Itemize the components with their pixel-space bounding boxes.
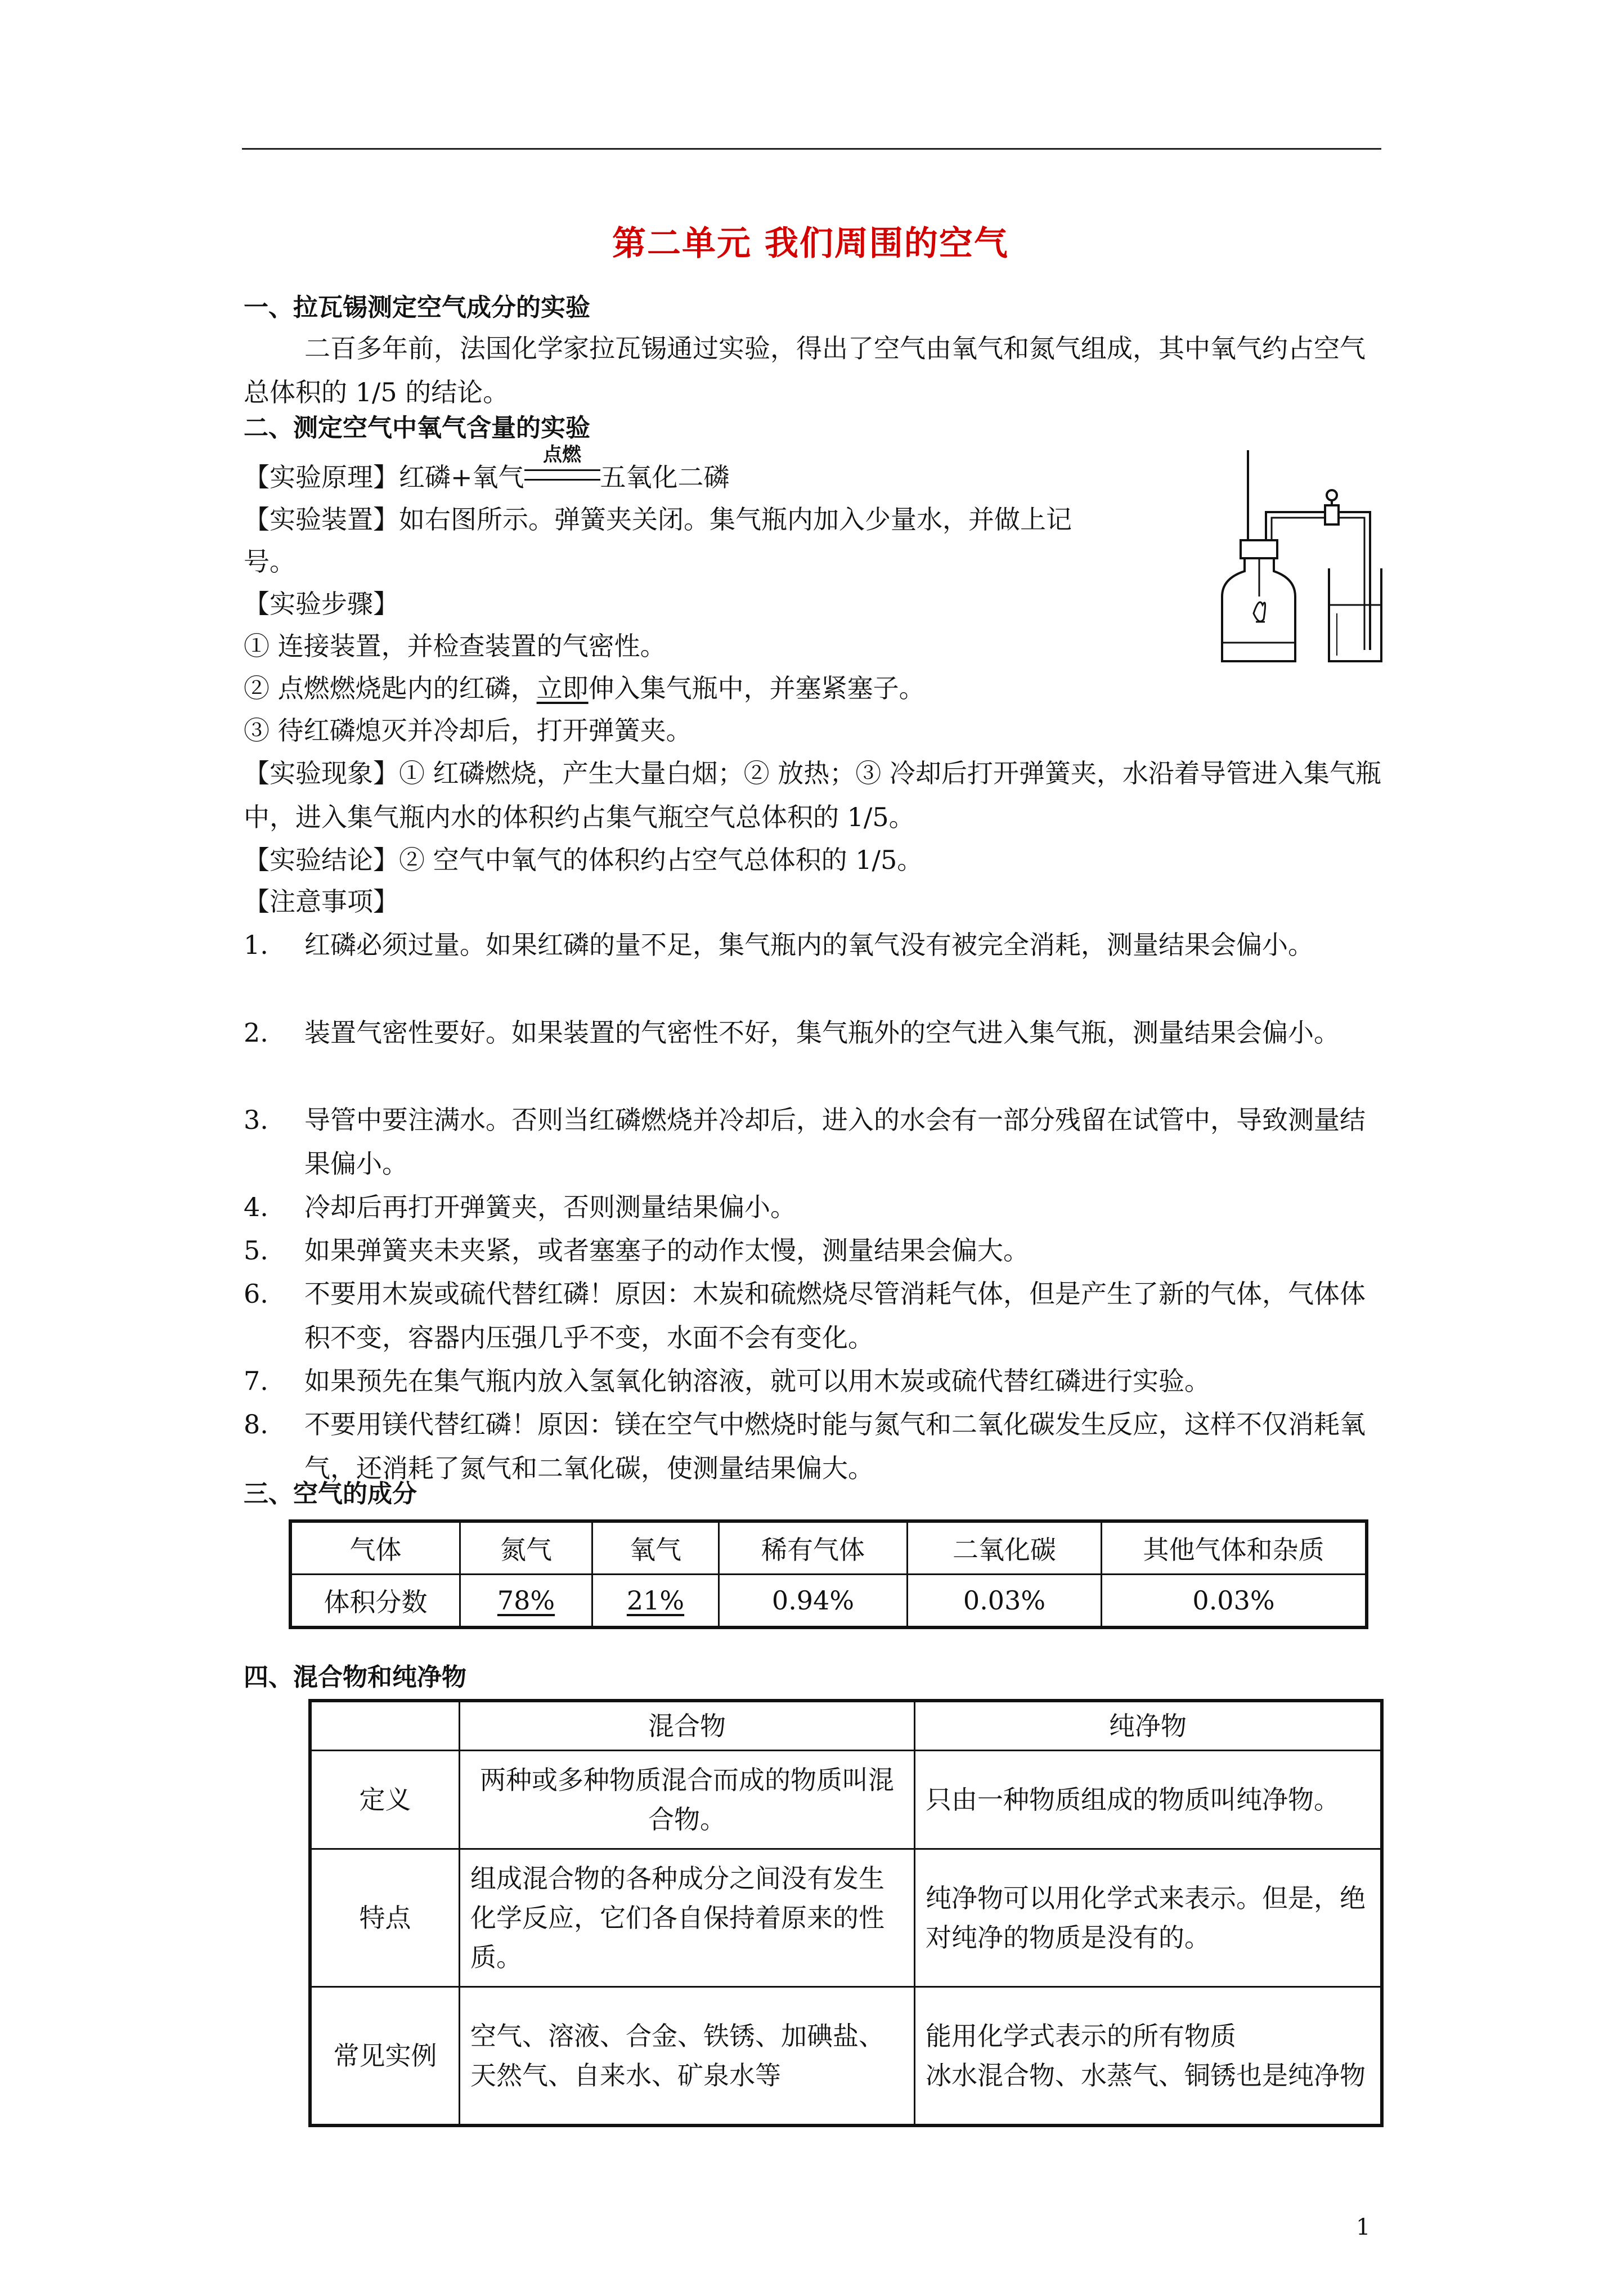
section-2-heading: 二、测定空气中氧气含量的实验 [244,414,590,442]
note-item [244,923,1386,967]
note-text: 红磷必须过量。如果红磷的量不足，集气瓶内的氧气没有被完全消耗，测量结果会偏小。 [304,930,1314,960]
table-cell: 纯净物 [915,1701,1382,1751]
table-row [290,1575,1367,1628]
notes-heading: 【注意事项】 [244,886,399,917]
table-cell: 纯净物可以用化学式来表示。但是，绝对纯净的物质是没有的。 [915,1849,1382,1987]
table-cell: 特点 [310,1849,460,1987]
step-2-part-a: ② 点燃燃烧匙内的红磷， [244,673,537,703]
note-item [244,1185,1386,1229]
reaction-condition: 点燃 [543,443,582,466]
section-1-paragraph: 二百多年前，法国化学家拉瓦锡通过实验，得出了空气由氧气和氮气组成，其中氧气约占空气总体积的 1/5 的结论。 [244,333,1366,407]
table-cell: 两种或多种物质混合而成的物质叫混合物。 [460,1751,915,1849]
apparatus-line-1: 【实验装置】如右图所示。弹簧夹关闭。集气瓶内加入少量水，并做上记 [244,504,1072,535]
principle-line [244,443,730,494]
table-cell: 0.03% [908,1575,1102,1628]
section-1-heading: 一、拉瓦锡测定空气成分的实验 [244,293,590,322]
step-2 [244,671,925,705]
table-header-row [310,1701,1382,1751]
table-cell: 0.94% [719,1575,908,1628]
note-number: 4. [244,1192,268,1222]
table-cell: 其他气体和杂质 [1102,1521,1367,1575]
note-number: 8. [244,1409,268,1440]
table-cell: 氧气 [592,1521,719,1575]
table-cell: 二氧化碳 [908,1521,1102,1575]
header-rule [242,148,1381,150]
note-item [244,1272,1386,1360]
table-cell: 稀有气体 [719,1521,908,1575]
apparatus-diagram [1210,433,1384,670]
pure-examples-line-2: 冰水混合物、水蒸气、铜锈也是纯净物 [926,2060,1366,2091]
note-number: 2. [244,1017,268,1048]
table-cell: 只由一种物质组成的物质叫纯净物。 [915,1751,1382,1849]
note-text: 装置气密性要好。如果装置的气密性不好，集气瓶外的空气进入集气瓶，测量结果会偏小。 [304,1017,1340,1048]
note-text: 如果弹簧夹未夹紧，或者塞塞子的动作太慢，测量结果会偏大。 [304,1235,1029,1266]
principle-suffix: 五氧化二磷 [600,462,730,492]
pure-examples-line-1: 能用化学式表示的所有物质 [926,2021,1236,2051]
table-cell: 定义 [310,1751,460,1849]
step-2-underlined: 立即 [536,673,589,703]
table-cell: 组成混合物的各种成分之间没有发生化学反应，它们各自保持着原来的性质。 [460,1849,915,1987]
page-title: 第二单元 我们周围的空气 [612,224,1009,263]
table-cell [460,1575,592,1628]
note-number: 1. [244,930,268,960]
note-text: 不要用木炭或硫代替红磷！原因：木炭和硫燃烧尽管消耗气体，但是产生了新的气体，气体体积不变，容器内压强几乎不变，水面不会有变化。 [304,1279,1366,1353]
table-cell [310,1701,460,1751]
table-header-row [290,1521,1367,1575]
note-number: 7. [244,1366,268,1396]
table-cell [915,1987,1382,2126]
table-cell: 0.03% [1102,1575,1367,1628]
steps-heading: 【实验步骤】 [244,589,399,619]
section-4-heading: 四、混合物和纯净物 [244,1663,466,1692]
note-item [244,1359,1386,1403]
step-2-part-b: 伸入集气瓶中，并塞紧塞子。 [588,673,925,703]
page-number: 1 [1356,2214,1371,2240]
mixture-pure-table [308,1699,1384,2127]
step-1: ① 连接装置，并检查装置的气密性。 [244,631,666,661]
air-composition-table [289,1519,1368,1629]
table-cell: 空气、溶液、合金、铁锈、加碘盐、天然气、自来水、矿泉水等 [460,1987,915,2126]
reaction-equals-sign [524,469,600,481]
note-item [244,1011,1386,1055]
table-cell: 体积分数 [290,1575,460,1628]
note-text: 如果预先在集气瓶内放入氢氧化钠溶液，就可以用木炭或硫代替红磷进行实验。 [304,1366,1210,1396]
principle-prefix: 【实验原理】红磷+氧气 [244,462,524,492]
table-row [310,1987,1382,2126]
note-number: 5. [244,1235,268,1266]
table-row [310,1849,1382,1987]
table-row [310,1751,1382,1849]
phenomenon-paragraph: 【实验现象】① 红磷燃烧，产生大量白烟；② 放热；③ 冷却后打开弹簧夹，水沿着导管进入集气瓶中，进入集气瓶内水的体积约占集气瓶空气总体积的 1/5。 [244,758,1381,832]
nitrogen-fraction: 78% [497,1585,555,1616]
note-item [244,1402,1386,1490]
note-text: 不要用镁代替红磷！原因：镁在空气中燃烧时能与氮气和二氧化碳发生反应，这样不仅消耗氧气，还消耗了氮气和二氧化碳，使测量结果偏大。 [304,1409,1366,1483]
note-item [244,1098,1386,1186]
table-cell: 混合物 [460,1701,915,1751]
note-text: 冷却后再打开弹簧夹，否则测量结果偏小。 [304,1192,796,1222]
table-cell [592,1575,719,1628]
reaction-arrow [524,443,600,494]
note-number: 6. [244,1279,268,1309]
table-cell: 常见实例 [310,1987,460,2126]
table-cell: 气体 [290,1521,460,1575]
note-number: 3. [244,1105,268,1135]
section-3-heading: 三、空气的成分 [244,1479,417,1508]
step-3: ③ 待红磷熄灭并冷却后，打开弹簧夹。 [244,715,692,746]
note-item [244,1228,1386,1272]
table-cell: 氮气 [460,1521,592,1575]
note-text: 导管中要注满水。否则当红磷燃烧并冷却后，进入的水会有一部分残留在试管中，导致测量结果偏小。 [304,1105,1366,1179]
conclusion-line: 【实验结论】② 空气中氧气的体积约占空气总体积的 1/5。 [244,845,923,875]
apparatus-line-2: 号。 [244,546,295,577]
oxygen-fraction: 21% [626,1585,685,1616]
